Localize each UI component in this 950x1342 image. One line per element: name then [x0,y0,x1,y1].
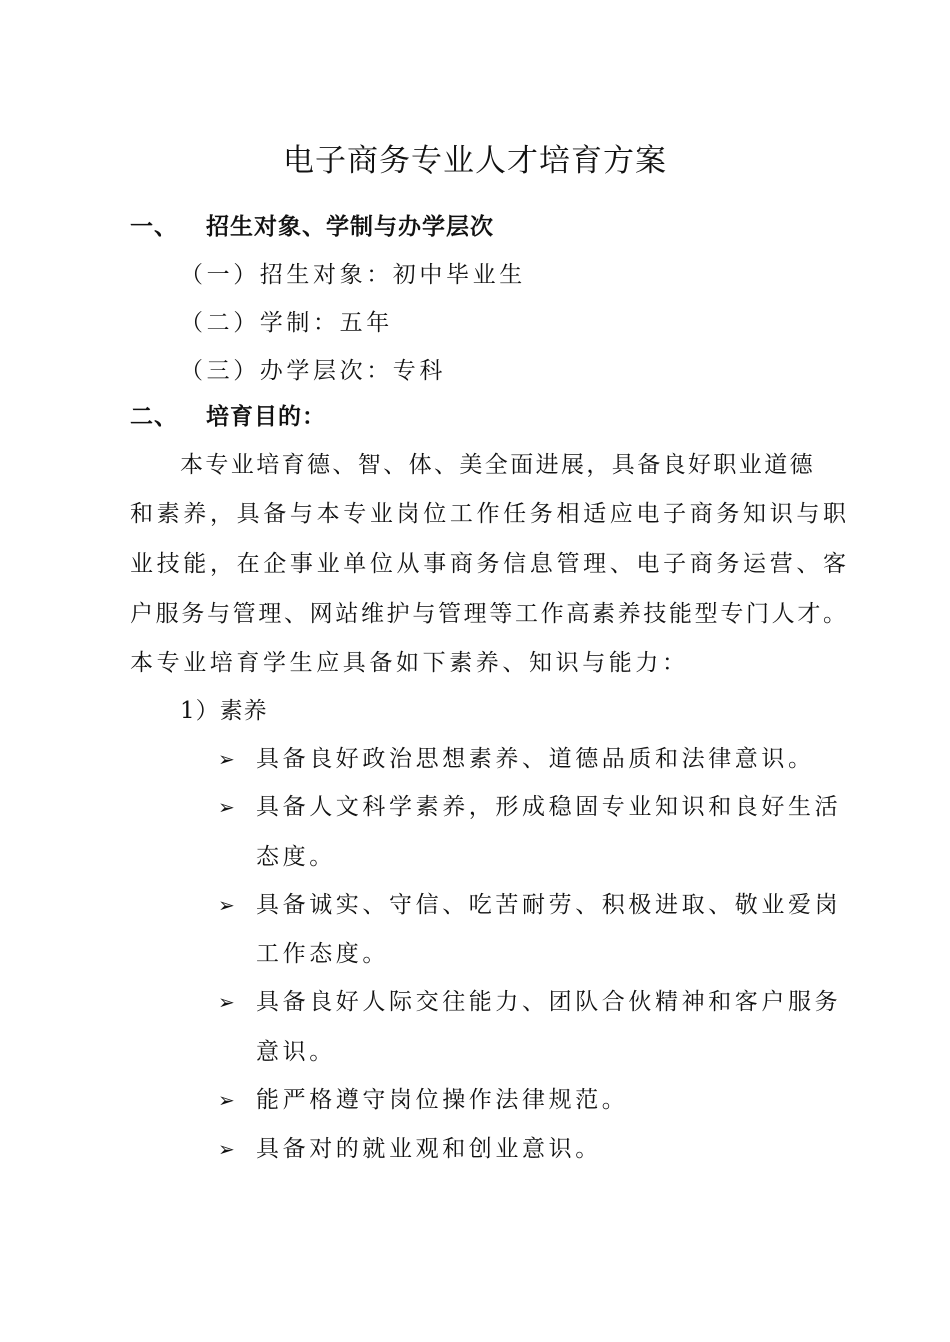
education-level: （三）办学层次：专科 [180,358,446,384]
bullet-item-continuation: 态度。 [256,844,336,870]
arrow-bullet-icon: ➢ [218,990,235,1014]
arrow-bullet-icon: ➢ [218,747,235,771]
bullet-item: 具备人文科学素养，形成稳固专业知识和良好生活 [256,794,842,820]
arrow-bullet-icon: ➢ [218,893,235,917]
paragraph-line: 户服务与管理、网站维护与管理等工作高素养技能型专门人才。 [130,601,846,627]
bullet-item: 具备诚实、守信、吃苦耐劳、积极进取、敬业爱岗 [256,892,842,918]
bullet-item: 具备良好人际交往能力、团队合伙精神和客户服务 [256,989,842,1015]
arrow-bullet-icon: ➢ [218,1137,235,1161]
sub-heading-literacy: 1）素养 [180,698,268,724]
bullet-item: 具备对的就业观和创业意识。 [256,1136,602,1162]
section-2-title: 培育目的： [206,403,326,430]
bullet-item: 能严格遵守岗位操作法律规范。 [256,1087,629,1113]
bullet-item-continuation: 意识。 [256,1039,336,1065]
study-duration: （二）学制：五年 [180,310,393,336]
paragraph-line: 业技能，在企事业单位从事商务信息管理、电子商务运营、客 [130,551,846,577]
bullet-item: 具备良好政治思想素养、道德品质和法律意识。 [256,746,815,772]
bullet-item-continuation: 工作态度。 [256,941,389,967]
section-2-number: 二、 [130,403,178,430]
section-1-heading [130,210,494,244]
section-1-number: 一、 [130,213,178,240]
section-1-title: 招生对象、学制与办学层次 [206,213,494,240]
enrollment-target: （一）招生对象：初中毕业生 [180,262,526,288]
paragraph-line: 本专业培育学生应具备如下素养、知识与能力： [130,650,689,676]
arrow-bullet-icon: ➢ [218,1088,235,1112]
paragraph-line: 和素养，具备与本专业岗位工作任务相适应电子商务知识与职 [130,501,846,527]
section-2-heading [130,400,326,434]
arrow-bullet-icon: ➢ [218,795,235,819]
paragraph-line: 本专业培育德、智、体、美全面进展，具备良好职业道德 [180,452,815,478]
document-title: 电子商务专业人才培育方案 [283,143,667,179]
